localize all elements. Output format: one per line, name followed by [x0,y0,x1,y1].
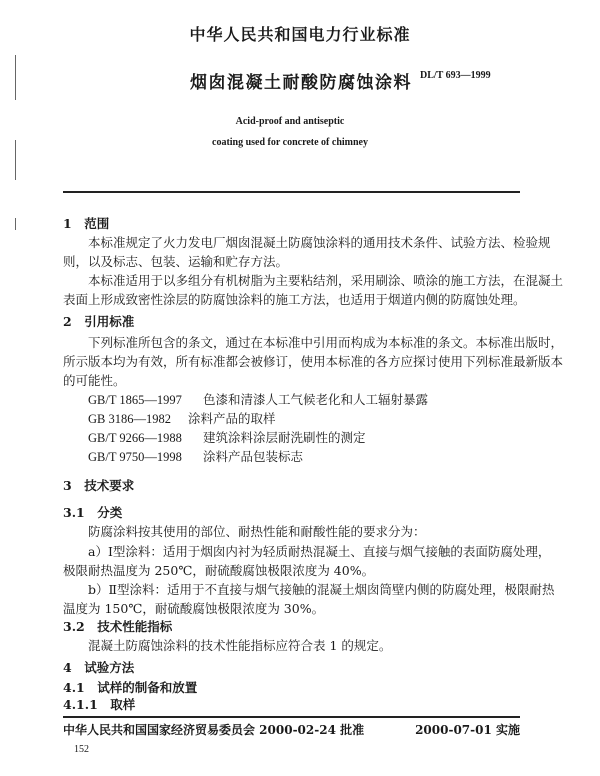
english-title-line-1: Acid-proof and antiseptic [235,116,345,127]
reference-title: 涂料产品包装标志 [203,449,304,464]
section-3-2-heading: 3.2 技术性能指标 [63,619,173,634]
paragraph-line: 本标准规定了火力发电厂烟囱混凝土防腐蚀涂料的通用技术条件、试验方法、检验规 [88,235,551,250]
standard-code: DL/T 693—1999 [420,70,491,81]
reference-item [88,449,303,465]
reference-code: GB/T 1865—1997 [88,393,182,407]
footer-divider [63,716,520,718]
paragraph-line: b）Ⅱ型涂料：适用于不直接与烟气接触的混凝土烟囱筒壁内侧的防腐处理，极限耐热 [88,582,555,597]
scan-margin-mark [15,55,16,100]
section-4-heading: 4 试验方法 [63,660,135,675]
reference-code: GB/T 9266—1988 [88,431,182,445]
section-3-heading: 3 技术要求 [63,478,135,493]
issuing-authority-heading: 中华人民共和国电力行业标准 [189,25,411,44]
reference-item [88,411,276,427]
english-title-line-2: coating used for concrete of chimney [212,137,368,148]
paragraph-line: 下列标准所包含的条文，通过在本标准中引用而构成为本标准的条文。本标准出版时， [88,335,564,350]
section-2-heading: 2 引用标准 [63,314,135,329]
section-3-1-heading: 3.1 分类 [63,505,123,520]
header-divider [63,191,520,193]
reference-code: GB/T 9750—1998 [88,450,182,464]
reference-item [88,430,366,446]
reference-title: 建筑涂料涂层耐洗刷性的测定 [203,430,366,445]
paragraph-line: 所示版本均为有效，所有标准都会被修订，使用本标准的各方应探讨使用下列标准最新版本 [63,354,564,369]
section-4-1-heading: 4.1 试样的制备和放置 [63,680,198,695]
implementation-date: 2000-07-01 实施 [415,723,520,737]
section-4-1-1-heading: 4.1.1 取样 [63,697,136,712]
scan-margin-mark [15,218,16,230]
paragraph-line: 则，以及标志、包装、运输和贮存方法。 [63,254,289,269]
reference-title: 色漆和清漆人工气候老化和人工辐射暴露 [203,392,429,407]
paragraph-line: 的可能性。 [63,373,126,388]
reference-item [88,392,428,408]
reference-code: GB 3186—1982 [88,412,171,426]
paragraph-line: a）Ⅰ型涂料：适用于烟囱内衬为轻质耐热混凝土、直接与烟气接触的表面防腐处理， [88,544,551,559]
paragraph-line: 混凝土防腐蚀涂料的技术性能指标应符合表 1 的规定。 [88,638,392,653]
paragraph-line: 极限耐热温度为 250℃，耐硫酸腐蚀极限浓度为 40%。 [63,563,375,578]
reference-title: 涂料产品的取样 [188,411,276,426]
paragraph-line: 本标准适用于以多组分有机树脂为主要粘结剂，采用刷涂、喷涂的施工方法，在混凝土 [88,273,564,288]
section-1-heading: 1 范围 [63,216,110,231]
approval-statement: 中华人民共和国国家经济贸易委员会 2000-02-24 批准 [63,723,365,737]
document-title: 烟囱混凝土耐酸防腐蚀涂料 [190,73,412,93]
paragraph-line: 表面上形成致密性涂层的防腐蚀涂料的施工方法，也适用于烟道内侧的防腐蚀处理。 [63,292,526,307]
page-number: 152 [74,744,89,755]
paragraph-line: 温度为 150℃，耐硫酸腐蚀极限浓度为 30%。 [63,601,325,616]
paragraph-line: 防腐涂料按其使用的部位、耐热性能和耐酸性能的要求分为： [88,524,426,539]
